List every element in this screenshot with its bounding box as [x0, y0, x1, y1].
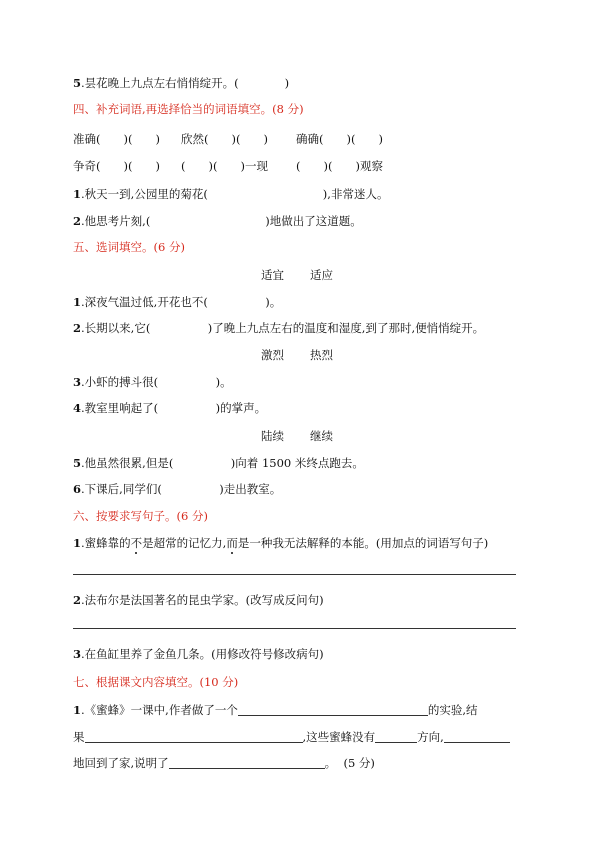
section-7-heading: 七、根据课文内容填空。(10 分): [73, 675, 239, 689]
section-6-question-2: 2.法布尔是法国著名的昆虫学家。(改写成反问句): [73, 593, 324, 607]
fill-blank[interactable]: [238, 703, 428, 716]
word-choice-option: 适应: [310, 268, 333, 282]
fill-blank[interactable]: [444, 730, 510, 743]
word-fill-item: ( )( )一现: [181, 159, 268, 173]
word-fill-item: 争奇( )( ): [73, 159, 160, 173]
section-5-question-2: 2.长期以来,它( )了晚上九点左右的温度和湿度,到了那时,便悄悄绽开。: [73, 321, 485, 335]
section-6-heading: 六、按要求写句子。(6 分): [73, 509, 208, 523]
word-fill-item: 准确( )( ): [73, 132, 160, 146]
fill-blank[interactable]: [85, 730, 303, 743]
answer-line[interactable]: [73, 574, 516, 575]
word-choice-option: 继续: [310, 429, 333, 443]
answer-line[interactable]: [73, 628, 516, 629]
section-6-question-1: 1.蜜蜂靠的不是超常的记忆力,而是一种我无法解释的本能。(用加点的词语写句子): [73, 536, 489, 550]
word-choice-option: 适宜: [261, 268, 284, 282]
fill-blank[interactable]: [375, 730, 417, 743]
word-choice-option: 激烈: [261, 348, 284, 362]
word-choice-option: 陆续: [261, 429, 284, 443]
section-6-question-3: 3.在鱼缸里养了金鱼几条。(用修改符号修改病句): [73, 647, 324, 661]
word-fill-item: ( )( )观察: [296, 159, 383, 173]
section-5-question-4: 4.教室里响起了( )的掌声。: [73, 401, 267, 415]
section-5-question-1: 1.深夜气温过低,开花也不( )。: [73, 295, 282, 309]
section-5-heading: 五、选词填空。(6 分): [73, 240, 185, 254]
fill-blank[interactable]: [169, 756, 325, 769]
word-fill-item: 确确( )( ): [296, 132, 383, 146]
section-7-question-1-line-2: 果 ,这些蜜蜂没有 方向,: [73, 729, 510, 745]
question-5-prev: 5.昙花晚上九点左右悄悄绽开。( ): [73, 76, 290, 90]
section-7-question-1-line-3: 地回到了家,说明了 。 (5 分): [73, 756, 375, 770]
section-4-question-2: 2.他思考片刻,( )地做出了这道题。: [73, 214, 362, 228]
word-choice-option: 热烈: [310, 348, 333, 362]
section-5-question-3: 3.小虾的搏斗很( )。: [73, 375, 232, 389]
emphasis-dot-word: 而: [226, 536, 238, 550]
section-4-heading: 四、补充词语,再选择恰当的词语填空。(8 分): [73, 102, 304, 116]
section-5-question-6: 6.下课后,同学们( )走出教室。: [73, 482, 282, 496]
section-4-question-1: 1.秋天一到,公园里的菊花( ),非常迷人。: [73, 187, 389, 201]
section-5-question-5: 5.他虽然很累,但是( )向着 1500 米终点跑去。: [73, 456, 364, 470]
section-7-question-1-line-1: 1.《蜜蜂》一课中,作者做了一个 的实验,结: [73, 703, 478, 717]
word-fill-item: 欣然( )( ): [181, 132, 268, 146]
emphasis-dot-word: 不: [130, 536, 143, 550]
